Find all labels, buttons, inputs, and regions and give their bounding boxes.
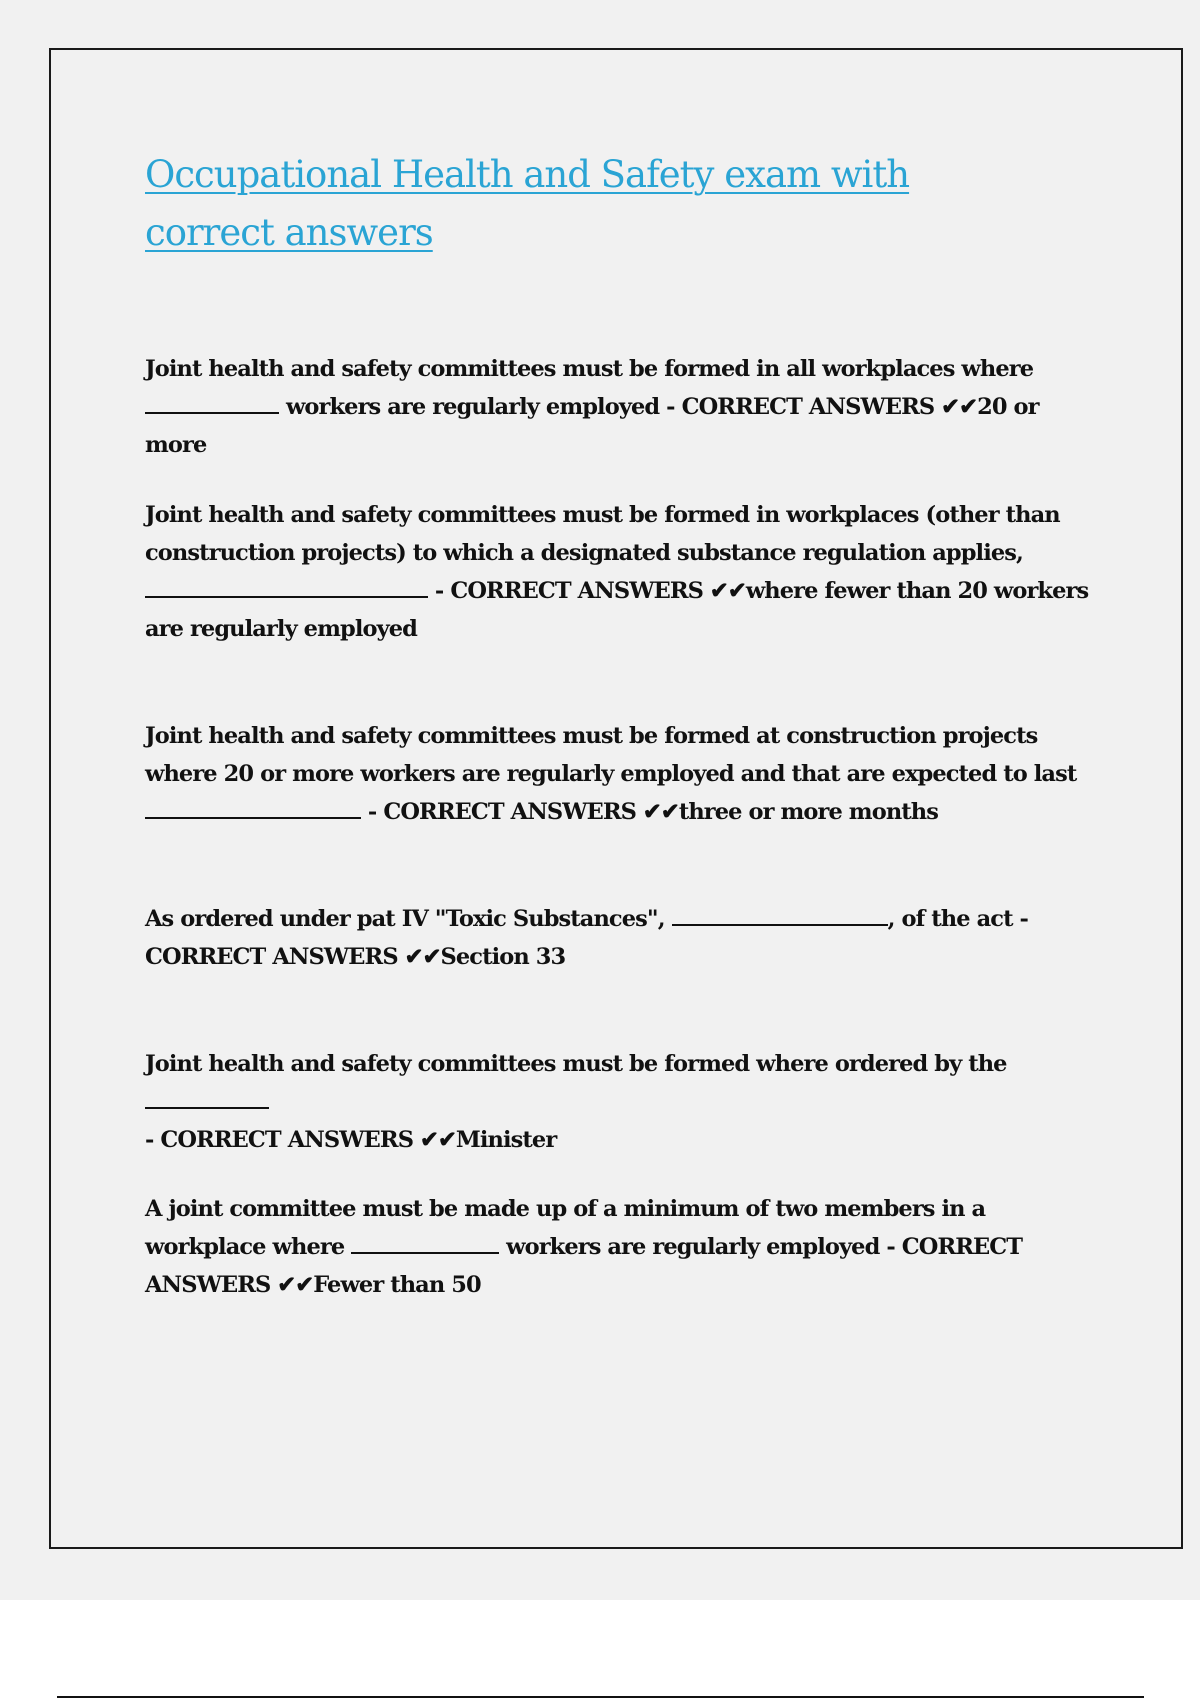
answer-text: Minister	[455, 1127, 557, 1153]
correct-answers-label: CORRECT ANSWERS ✔✔	[450, 578, 746, 604]
answer-blank	[672, 923, 888, 926]
question-text: As ordered under pat IV "Toxic Substances",	[145, 906, 665, 932]
question-item: Joint health and safety committees must be formed where ordered by the - CORRECT ANSWERS ✔✔Minister	[145, 1051, 1007, 1153]
correct-answers-label: CORRECT ANSWERS ✔✔	[145, 1234, 1023, 1298]
footer-divider	[57, 1696, 1144, 1698]
correct-answers-label: CORRECT ANSWERS ✔✔	[145, 944, 441, 970]
question-item: Joint health and safety committees must be formed at construction projects where 20 or more workers are regularly employed and that are expected to last - CORRECT ANSWERS ✔✔three or more months	[145, 723, 1077, 825]
answer-blank	[145, 411, 279, 414]
answer-blank	[145, 816, 361, 819]
document-title[interactable]: Occupational Health and Safety exam with correct answers	[145, 153, 910, 254]
answer-blank	[145, 595, 428, 598]
question-text: Joint health and safety committees must be formed at construction projects where 20 or more workers are regularly employed and that are expected to last	[145, 723, 1077, 787]
question-text-after: , of the act	[887, 906, 1013, 932]
question-text: Joint health and safety committees must be formed in workplaces (other than construction projects) to which a designated substance regulation applies,	[145, 502, 1060, 566]
answer-text: 20 or more	[145, 394, 1039, 458]
question-text-after: workers are regularly employed	[285, 394, 660, 420]
question-text: A joint committee must be made up of a minimum of two members in a workplace where	[145, 1196, 986, 1260]
correct-answers-label: CORRECT ANSWERS ✔✔	[681, 394, 978, 420]
question-item: Joint health and safety committees must be formed in workplaces (other than construction projects) to which a designated substance regulation applies, - CORRECT ANSWERS ✔✔where fewer than 20 workers are regularly employed	[145, 502, 1089, 642]
question-item: A joint committee must be made up of a minimum of two members in a workplace where workers are regularly employed - CORRECT ANSWERS ✔✔Fewer than 50	[145, 1196, 1023, 1298]
answer-text: Section 33	[440, 944, 566, 970]
question-item: As ordered under pat IV "Toxic Substances", , of the act - CORRECT ANSWERS ✔✔Section 33	[145, 906, 1028, 970]
answer-blank	[351, 1251, 499, 1254]
question-text: Joint health and safety committees must be formed in all workplaces where	[145, 356, 1034, 382]
answer-text: three or more months	[678, 799, 939, 825]
correct-answers-label: CORRECT ANSWERS ✔✔	[383, 799, 679, 825]
question-text-after: workers are regularly employed	[506, 1234, 880, 1260]
question-item: Joint health and safety committees must be formed in all workplaces where workers are regularly employed - CORRECT ANSWERS ✔✔20 or more	[145, 356, 1039, 458]
question-text: Joint health and safety committees must be formed where ordered by the	[145, 1051, 1007, 1077]
answer-text: Fewer than 50	[313, 1272, 481, 1298]
answer-text: where fewer than 20 workers are regularly employed	[145, 578, 1089, 642]
answer-blank	[145, 1106, 269, 1109]
correct-answers-label: CORRECT ANSWERS ✔✔	[160, 1127, 456, 1153]
